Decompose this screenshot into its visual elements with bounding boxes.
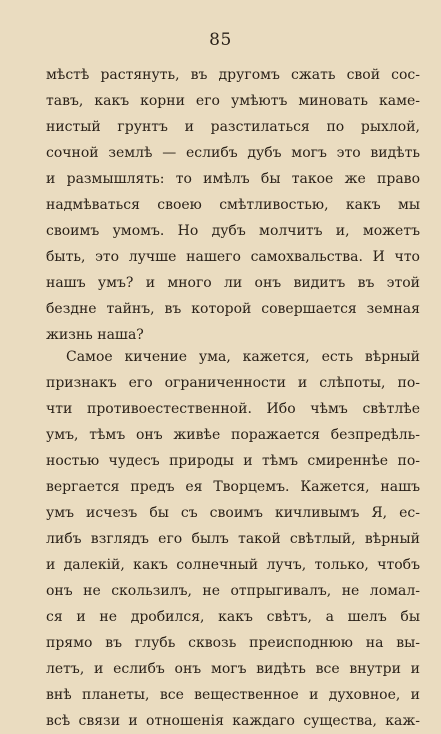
text-line: либъ взглядъ его былъ такой свѣтлый, вѣрный bbox=[46, 531, 420, 547]
text-line: нистый грунтъ и разстилаться по рыхлой, bbox=[46, 119, 420, 135]
text-line: тавъ, какъ корни его умѣютъ миновать каме- bbox=[46, 93, 420, 109]
text-line: Самое кичение ума, кажется, есть вѣрный bbox=[66, 349, 420, 365]
text-line: вергается предъ ея Творцемъ. Кажется, нашъ bbox=[46, 479, 420, 495]
text-line: жизнь наша? bbox=[46, 327, 144, 343]
text-line: летъ, и еслибъ онъ могъ видѣть все внутри и bbox=[46, 661, 420, 677]
text-line: ностью чудесъ природы и тѣмъ смиреннѣе по- bbox=[46, 453, 420, 469]
page-number: 85 bbox=[209, 30, 232, 50]
text-line: умъ исчезъ бы съ своимъ кичливымъ Я, ес- bbox=[46, 505, 420, 521]
text-line: ся и не дробился, какъ свѣтъ, а шелъ бы bbox=[46, 609, 420, 625]
text-line: внѣ планеты, все вещественное и духовное, и bbox=[46, 687, 420, 703]
text-line: всѣ связи и отношенія каждаго существа, каж- bbox=[46, 713, 420, 729]
text-line: сочной землѣ — еслибъ дубъ могъ это видѣть bbox=[46, 145, 420, 161]
text-line: своимъ умомъ. Но дубъ молчитъ и, можетъ bbox=[46, 223, 420, 239]
text-line: бездне тайнъ, въ которой совершается земная bbox=[46, 301, 420, 317]
paragraph-1 bbox=[46, 62, 420, 348]
text-line: мѣстѣ растянуть, въ другомъ сжать свой сос- bbox=[46, 67, 420, 83]
text-line: умъ, тѣмъ онъ живѣе поражается безпредѣль- bbox=[46, 427, 420, 443]
text-line: и далекій, какъ солнечный лучъ, только, чтобъ bbox=[46, 557, 420, 573]
text-line: онъ не скользилъ, не отпрыгивалъ, не ломал- bbox=[46, 583, 420, 599]
text-line: признакъ его ограниченности и слѣпоты, по- bbox=[46, 375, 420, 391]
paragraph-2 bbox=[46, 344, 420, 734]
text-line: нашъ умъ? и много ли онъ видитъ въ этой bbox=[46, 275, 420, 291]
text-line: быть, это лучше нашего самохвальства. И что bbox=[46, 249, 420, 265]
text-line: прямо въ глубь сквозь преисподнюю на вы- bbox=[46, 635, 420, 651]
text-line: и размышлять: то имѣлъ бы такое же право bbox=[46, 171, 420, 187]
text-line: надмѣваться своею смѣтливостью, какъ мы bbox=[46, 197, 420, 213]
text-line: чти противоестественной. Ибо чѣмъ свѣтлѣе bbox=[46, 401, 420, 417]
